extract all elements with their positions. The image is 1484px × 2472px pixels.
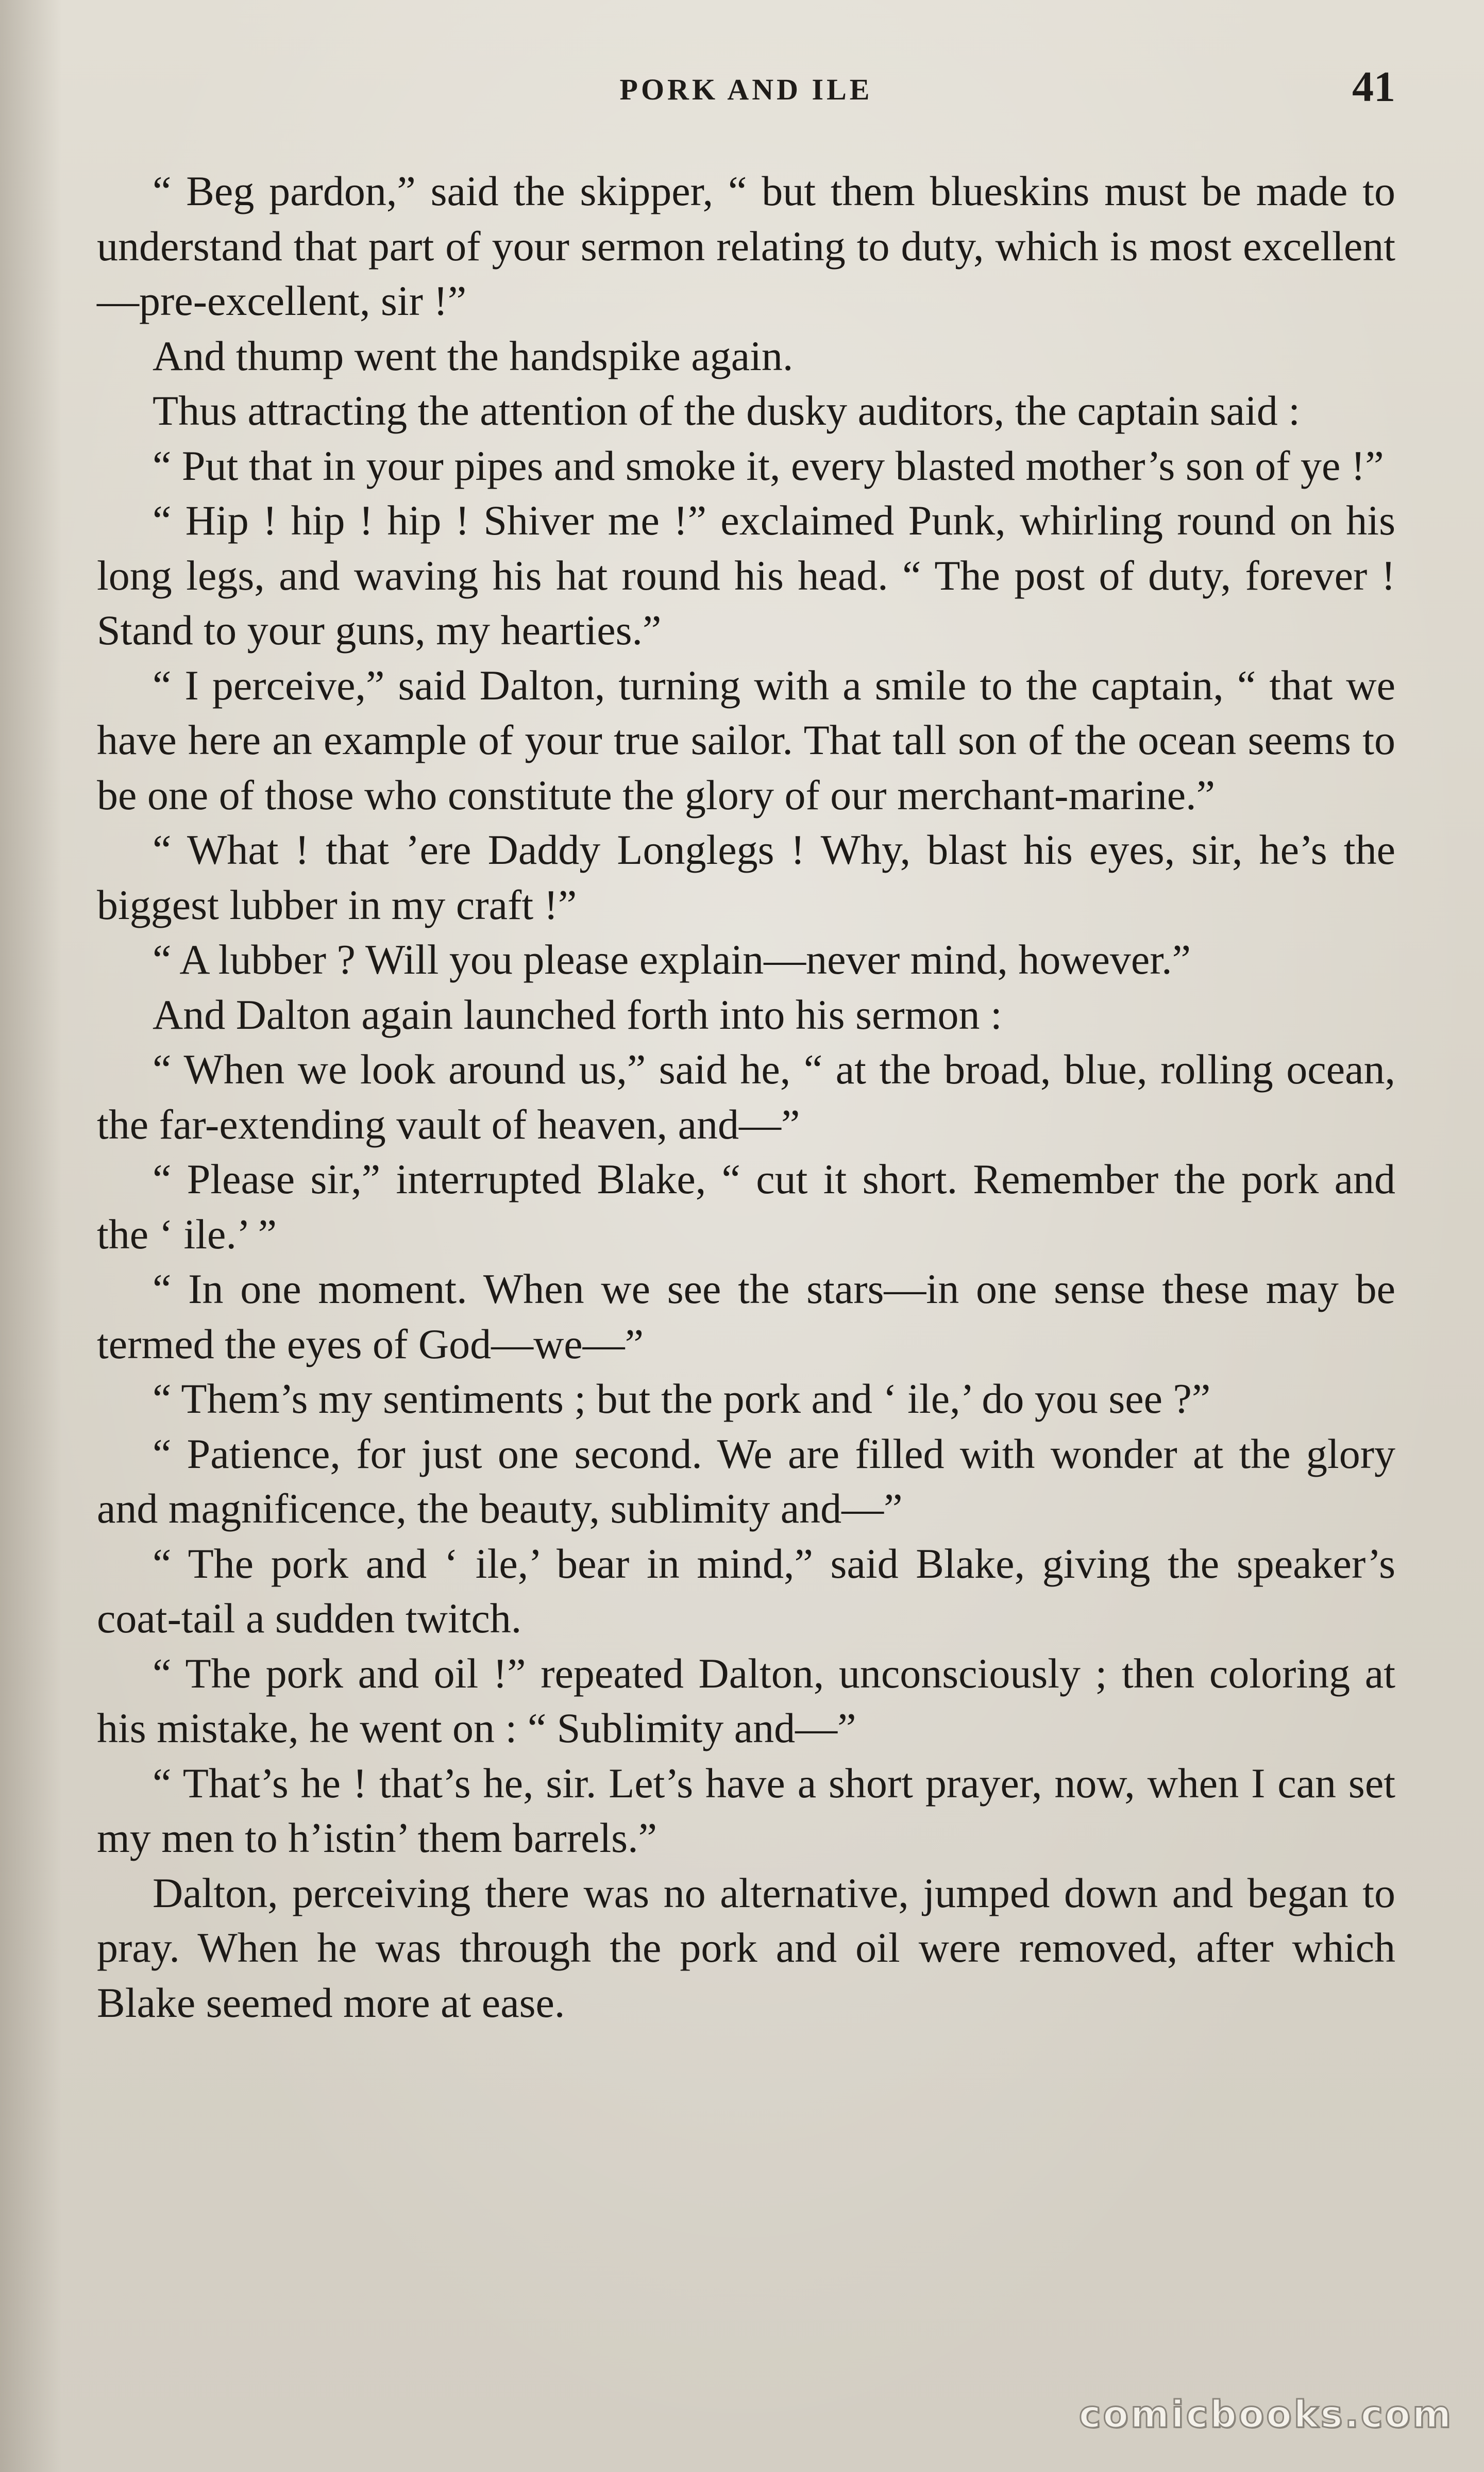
paragraph: “ Them’s my sentiments ; but the pork and ‘ ile,’ do you see ?” — [153, 1375, 1211, 1422]
watermark: comicbooks.com — [1078, 2393, 1453, 2436]
paragraph: Dalton, perceiving there was no alternative, jumped down and began to pray. When he was through the pork and oil were removed, after which Blake seemed more at ease. — [97, 1869, 1395, 2026]
paragraph: Thus attracting the attention of the dusky auditors, the captain said : — [153, 387, 1301, 434]
paragraph: “ In one moment. When we see the stars—in one sense these may be termed the eyes of God—we—” — [97, 1265, 1395, 1367]
spine-shadow — [0, 0, 62, 2472]
page-header — [97, 62, 1395, 119]
paragraph: “ The pork and oil !” repeated Dalton, unconsciously ; then coloring at his mistake, he went on : “ Sublimity and—” — [97, 1649, 1395, 1751]
paragraph: And thump went the handspike again. — [153, 332, 794, 379]
paragraph: “ What ! that ’ere Daddy Longlegs ! Why, blast his eyes, sir, he’s the biggest lubber in my craft !” — [97, 826, 1395, 928]
paragraph: “ Please sir,” interrupted Blake, “ cut it short. Remember the pork and the ‘ ile.’ ” — [97, 1156, 1395, 1258]
paragraph: “ A lubber ? Will you please explain—never mind, however.” — [153, 936, 1191, 983]
paragraph: “ When we look around us,” said he, “ at the broad, blue, rolling ocean, the far-extending vault of heaven, and—” — [97, 1046, 1395, 1148]
paragraph: “ Patience, for just one second. We are filled with wonder at the glory and magnificence, the beauty, sublimity and—” — [97, 1430, 1395, 1532]
paragraph: “ Put that in your pipes and smoke it, every blasted mother’s son of ye !” — [153, 442, 1384, 489]
paragraph: “ I perceive,” said Dalton, turning with a smile to the captain, “ that we have here an example of your true sailor. That tall son of the ocean seems to be one of those who constitute the glory of our merchant-marine.” — [97, 661, 1395, 819]
paragraph: “ That’s he ! that’s he, sir. Let’s have a short prayer, now, when I can set my men to h’istin’ them barrels.” — [97, 1759, 1395, 1861]
paragraph: And Dalton again launched forth into his sermon : — [153, 991, 1002, 1038]
body-text — [97, 164, 1395, 2030]
page-number: 41 — [1352, 63, 1395, 111]
paragraph: “ The pork and ‘ ile,’ bear in mind,” said Blake, giving the speaker’s coat-tail a sudden twitch. — [97, 1540, 1395, 1642]
running-head: PORK AND ILE — [619, 73, 873, 106]
paragraph: “ Hip ! hip ! hip ! Shiver me !” exclaimed Punk, whirling round on his long legs, and waving his hat round his head. “ The post of duty, forever ! Stand to your guns, my hearties.” — [97, 497, 1395, 654]
paragraph: “ Beg pardon,” said the skipper, “ but them blueskins must be made to understand that part of your sermon relating to duty, which is most excellent—pre-excellent, sir !” — [97, 168, 1395, 324]
